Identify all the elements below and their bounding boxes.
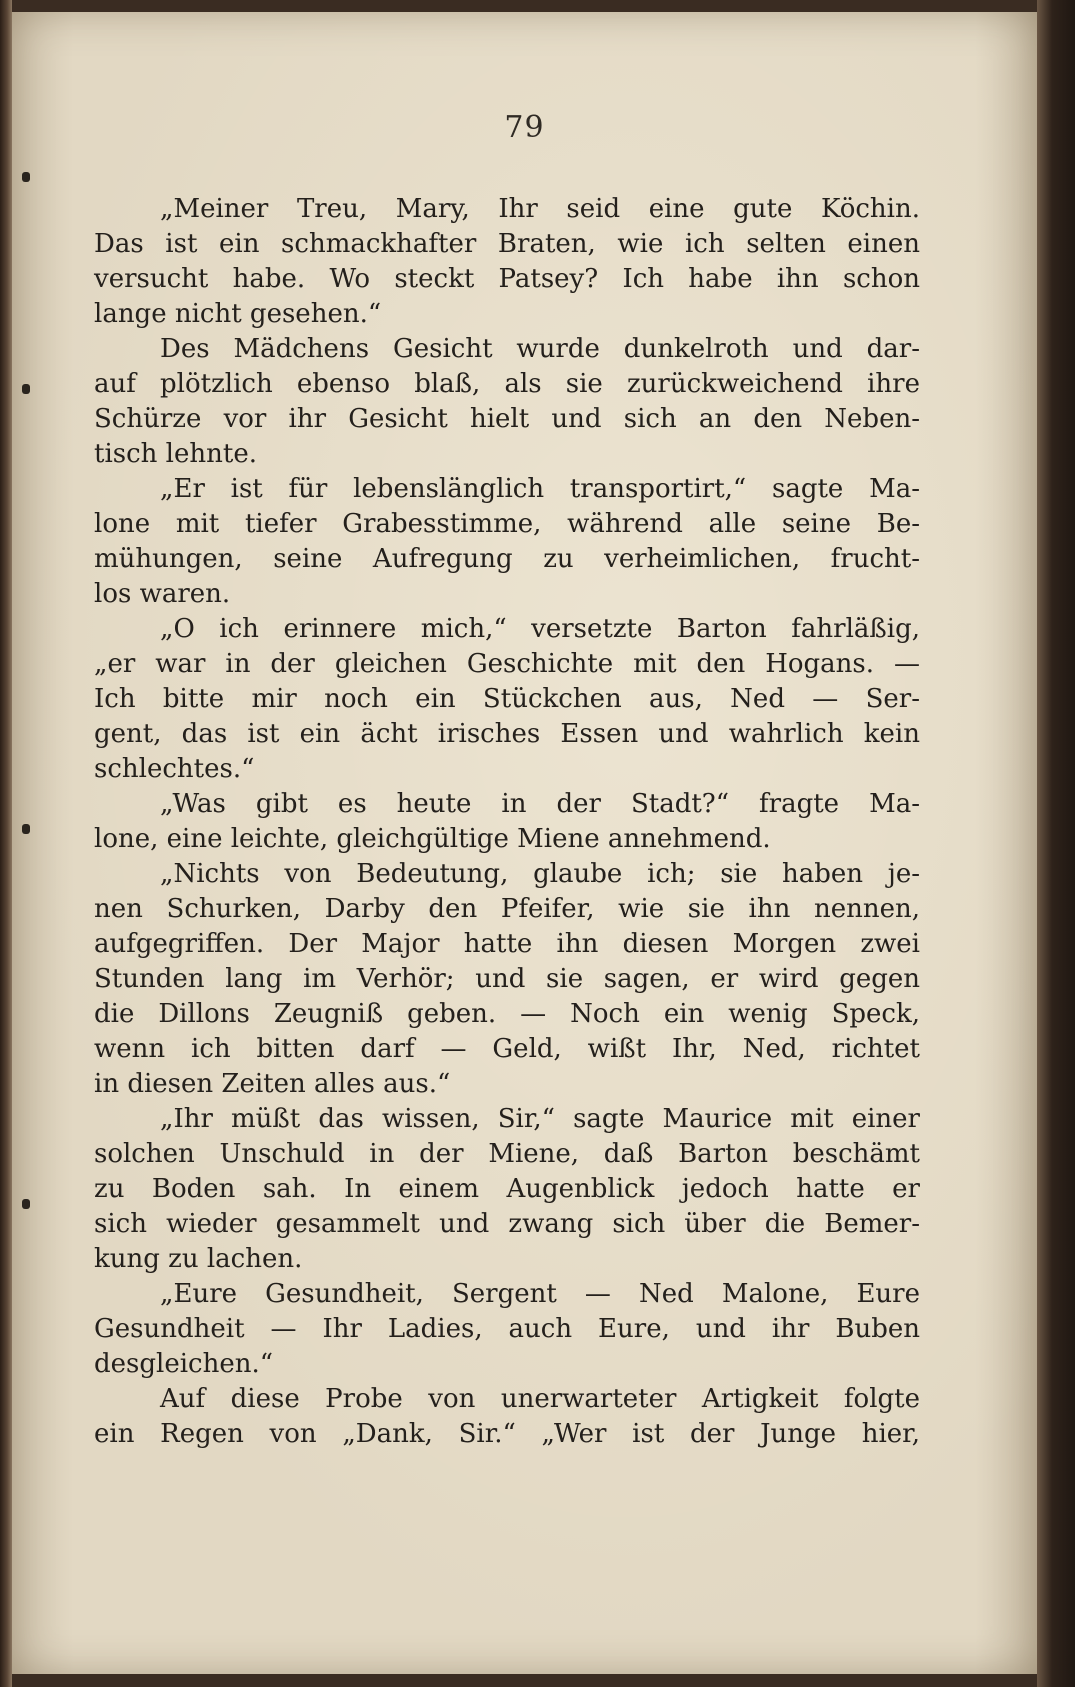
text-line: wenn ich bitten darf — Geld, wißt Ihr, Ned, richtet (94, 1034, 920, 1064)
text-line: „Was gibt es heute in der Stadt?“ fragte Ma- (160, 789, 920, 819)
text-line: lone mit tiefer Grabesstimme, während alle seine Be- (94, 509, 920, 539)
text-line: sich wieder gesammelt und zwang sich über die Bemer- (94, 1209, 920, 1239)
text-line: zu Boden sah. In einem Augenblick jedoch hatte er (94, 1174, 920, 1204)
page-number: 79 (504, 110, 545, 145)
text-line: „Nichts von Bedeutung, glaube ich; sie haben je- (160, 859, 920, 889)
text-line: nen Schurken, Darby den Pfeifer, wie sie ihn nennen, (94, 894, 920, 924)
margin-mark (22, 384, 30, 394)
text-line: kung zu lachen. (94, 1244, 303, 1274)
text-line: solchen Unschuld in der Miene, daß Barton beschämt (94, 1139, 920, 1169)
text-line: los waren. (94, 579, 231, 609)
text-line: „Er ist für lebenslänglich transportirt,“ sagte Ma- (160, 474, 920, 504)
margin-mark (22, 824, 30, 834)
book-spine-edge (1037, 0, 1075, 1687)
text-line: „O ich erinnere mich,“ versetzte Barton fahrläßig, (160, 614, 920, 644)
text-line: „Ihr müßt das wissen, Sir,“ sagte Maurice mit einer (160, 1104, 920, 1134)
text-line: in diesen Zeiten alles aus.“ (94, 1069, 451, 1099)
text-line: Das ist ein schmackhafter Braten, wie ich selten einen (94, 229, 920, 259)
text-line: gent, das ist ein ächt irisches Essen und wahrlich kein (94, 719, 920, 749)
text-line: versucht habe. Wo steckt Patsey? Ich habe ihn schon (94, 264, 920, 294)
text-line: „Meiner Treu, Mary, Ihr seid eine gute Köchin. (160, 194, 920, 224)
text-line: schlechtes.“ (94, 754, 255, 784)
text-line: lone, eine leichte, gleichgültige Miene annehmend. (94, 824, 771, 854)
text-line: Auf diese Probe von unerwarteter Artigkeit folgte (160, 1384, 920, 1414)
margin-mark (22, 172, 30, 182)
book-left-edge (0, 0, 12, 1687)
book-page (12, 12, 1037, 1674)
text-line: Des Mädchens Gesicht wurde dunkelroth und dar- (160, 334, 920, 364)
text-line: desgleichen.“ (94, 1349, 274, 1379)
text-line: Stunden lang im Verhör; und sie sagen, er wird gegen (94, 964, 920, 994)
text-line: aufgegriffen. Der Major hatte ihn diesen Morgen zwei (94, 929, 920, 959)
text-line: auf plötzlich ebenso blaß, als sie zurückweichend ihre (94, 369, 920, 399)
text-line: „er war in der gleichen Geschichte mit den Hogans. — (94, 649, 920, 679)
text-line: Gesundheit — Ihr Ladies, auch Eure, und ihr Buben (94, 1314, 920, 1344)
text-line: lange nicht gesehen.“ (94, 299, 382, 329)
text-line: Ich bitte mir noch ein Stückchen aus, Ned — Ser- (94, 684, 920, 714)
text-line: ein Regen von „Dank, Sir.“ „Wer ist der Junge hier, (94, 1419, 920, 1449)
text-line: Schürze vor ihr Gesicht hielt und sich an den Neben- (94, 404, 920, 434)
text-line: „Eure Gesundheit, Sergent — Ned Malone, Eure (160, 1279, 920, 1309)
text-line: mühungen, seine Aufregung zu verheimlichen, frucht- (94, 544, 920, 574)
page-text (94, 192, 920, 1452)
text-line: die Dillons Zeugniß geben. — Noch ein wenig Speck, (94, 999, 920, 1029)
text-line: tisch lehnte. (94, 439, 257, 469)
margin-mark (22, 1199, 30, 1209)
